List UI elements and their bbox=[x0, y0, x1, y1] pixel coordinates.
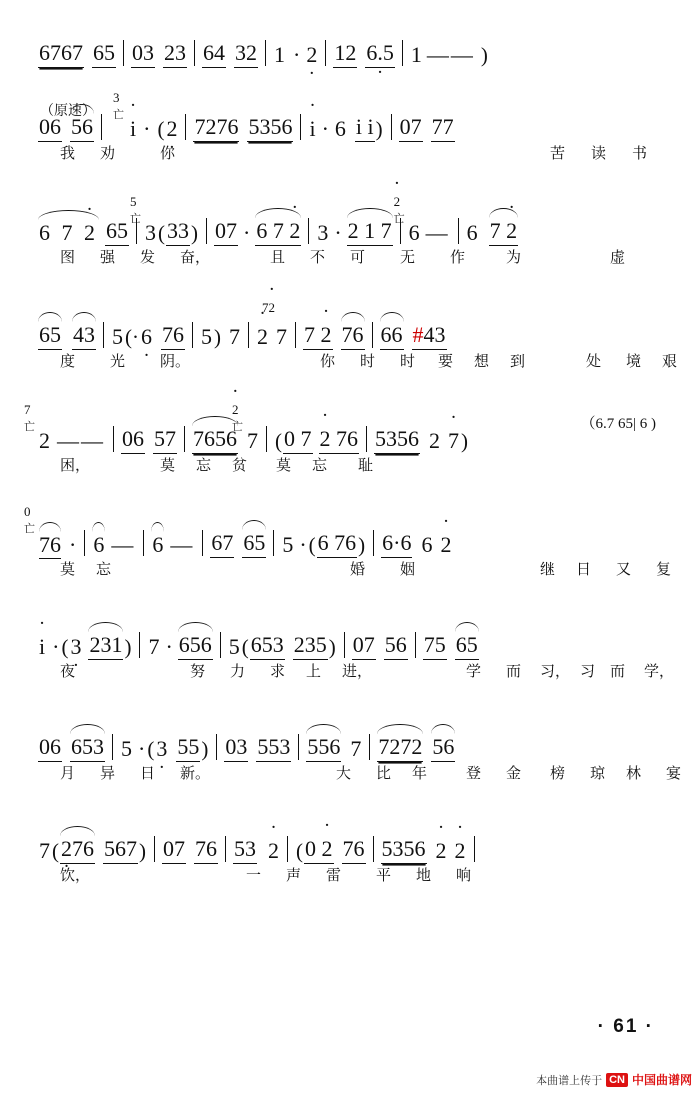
lyric-syllable: 学， bbox=[644, 663, 675, 680]
lyric-syllable: 困， bbox=[60, 457, 91, 474]
lyric-syllable: 度 bbox=[60, 353, 76, 370]
barline bbox=[402, 40, 403, 66]
note: · 2 亡 6 bbox=[408, 220, 421, 246]
music-system-7 bbox=[0, 614, 700, 686]
note-group: 32 bbox=[234, 40, 258, 68]
lyric-syllable: 而 bbox=[610, 663, 626, 680]
lyrics-row bbox=[0, 142, 700, 168]
barline bbox=[391, 114, 392, 140]
note: 6 bbox=[93, 532, 105, 557]
lyric-syllable: 你 bbox=[160, 145, 176, 162]
paren-open: ( bbox=[147, 737, 155, 761]
note-group: 57 bbox=[153, 426, 177, 454]
note: · 2 bbox=[435, 838, 448, 864]
lyric-syllable: 时 bbox=[360, 353, 376, 370]
note-group: 76 bbox=[161, 322, 185, 350]
note: 7 bbox=[148, 634, 160, 659]
note-group: 6767 bbox=[38, 40, 84, 68]
note-group: #43 bbox=[412, 322, 447, 350]
lyrics-row bbox=[0, 558, 700, 584]
note-group: 75 bbox=[423, 632, 447, 660]
note: 7 bbox=[39, 838, 50, 863]
sustain-dash: —— bbox=[426, 42, 475, 67]
note: · i bbox=[308, 116, 316, 142]
grace-note: · 7· 2 bbox=[262, 300, 275, 316]
music-system-1 bbox=[0, 22, 700, 68]
note: · 2 bbox=[267, 838, 280, 864]
note-group: 65 bbox=[105, 218, 129, 246]
dot: · bbox=[52, 634, 60, 659]
score-page bbox=[0, 22, 700, 1096]
lyric-syllable: 作 bbox=[450, 249, 466, 266]
paren-close: ) bbox=[328, 635, 336, 659]
note-group: 653 bbox=[70, 734, 105, 762]
lyric-syllable: 异 bbox=[100, 765, 116, 782]
lyric-syllable: 读 bbox=[591, 145, 607, 162]
note-group: 06 bbox=[121, 426, 145, 454]
note: 6 · bbox=[140, 324, 153, 350]
barline bbox=[300, 114, 301, 140]
lyric-syllable: 要 bbox=[438, 353, 454, 370]
lyric-syllable: 习 bbox=[580, 663, 596, 680]
note-group: 66 bbox=[380, 322, 404, 350]
barline bbox=[154, 836, 155, 862]
note-group: 07 bbox=[399, 114, 423, 142]
barline bbox=[84, 530, 85, 556]
paren-open: ( bbox=[241, 635, 249, 659]
lyric-syllable: 金 bbox=[506, 765, 522, 782]
paren-close: ) bbox=[214, 325, 221, 349]
lyrics-row bbox=[0, 350, 700, 376]
barline bbox=[220, 632, 221, 658]
lyric-syllable: 地 bbox=[416, 867, 432, 884]
dot: · bbox=[293, 42, 301, 67]
note-group: 07 bbox=[352, 632, 376, 660]
note: 6 bbox=[152, 532, 164, 557]
music-system-8 bbox=[0, 716, 700, 788]
note-group: 65 bbox=[38, 322, 62, 350]
notation-line bbox=[24, 504, 452, 558]
lyric-syllable: 比 bbox=[376, 765, 392, 782]
notation-row bbox=[0, 402, 700, 454]
barline bbox=[194, 40, 195, 66]
note-group: 56 bbox=[384, 632, 408, 660]
note: 1 bbox=[274, 42, 285, 67]
lyric-syllable: 莫 bbox=[276, 457, 292, 474]
note-group: 231 bbox=[88, 632, 123, 660]
notation-line bbox=[38, 836, 482, 864]
note: 5 bbox=[282, 532, 294, 557]
note: · 7· 2 2 bbox=[256, 324, 269, 350]
note: 5 亡 3 bbox=[130, 194, 156, 245]
note: 3 · bbox=[155, 736, 168, 762]
dot: · bbox=[334, 220, 342, 245]
note-group: 235 bbox=[293, 632, 328, 660]
note-group: 06 bbox=[38, 734, 62, 762]
notation-row bbox=[0, 194, 700, 246]
note: · 7 bbox=[447, 428, 460, 454]
lyric-syllable: 林 bbox=[626, 765, 642, 782]
note: 7 bbox=[350, 736, 362, 761]
barline bbox=[206, 218, 207, 244]
lyrics-row bbox=[0, 864, 700, 890]
ossia-marking: （6.7 65| 6 ) bbox=[580, 416, 656, 432]
barline bbox=[298, 734, 299, 760]
lyric-syllable: 复 bbox=[656, 561, 672, 578]
barline bbox=[265, 40, 266, 66]
note-group: 03 bbox=[224, 734, 248, 762]
note-group: 5356 bbox=[247, 114, 293, 142]
lyric-syllable: 婚 bbox=[350, 561, 366, 578]
lyric-syllable: 苦 bbox=[550, 145, 566, 162]
footer-text: 本曲谱上传于 bbox=[536, 1074, 603, 1087]
note-group: 03 bbox=[131, 40, 155, 68]
lyric-syllable: 榜 bbox=[550, 765, 566, 782]
barline bbox=[325, 40, 326, 66]
note: 2 · bbox=[305, 42, 318, 68]
lyric-syllable: 雷 bbox=[326, 867, 342, 884]
note: 3 bbox=[317, 220, 329, 245]
lyric-syllable: 到 bbox=[510, 353, 526, 370]
note-group: 653 bbox=[250, 632, 285, 660]
note: 5 bbox=[201, 324, 212, 349]
notation-line bbox=[38, 734, 455, 762]
dot: · bbox=[138, 736, 146, 761]
grace-note: 0 亡 bbox=[24, 504, 35, 535]
barline bbox=[248, 322, 249, 348]
notation-row bbox=[0, 614, 700, 660]
note-group: 0 · 2 bbox=[304, 836, 334, 864]
note-group: 65 bbox=[455, 632, 479, 660]
note-group: 7656 bbox=[192, 426, 238, 454]
lyrics-row bbox=[0, 246, 700, 272]
site-name[interactable]: 中国曲谱网 bbox=[631, 1073, 692, 1087]
sustain-dash: — bbox=[111, 532, 136, 557]
lyric-syllable: 姻 bbox=[400, 561, 416, 578]
lyric-syllable: 宴 bbox=[666, 765, 682, 782]
lyric-syllable: 响 bbox=[456, 867, 472, 884]
barline bbox=[101, 114, 102, 140]
note-group: 6·6 bbox=[381, 530, 412, 558]
note: 3 · bbox=[69, 634, 82, 660]
barline bbox=[295, 322, 296, 348]
lyric-syllable: 强 bbox=[100, 249, 116, 266]
lyric-syllable: 不 bbox=[310, 249, 326, 266]
barline bbox=[373, 530, 374, 556]
note-group: 06 bbox=[38, 114, 62, 142]
lyric-syllable: 求 bbox=[270, 663, 286, 680]
barline bbox=[113, 426, 114, 452]
lyric-syllable: 光 bbox=[110, 353, 126, 370]
music-system-2 bbox=[0, 90, 700, 168]
notation-row bbox=[0, 90, 700, 142]
lyric-syllable: 劝 bbox=[100, 145, 116, 162]
note-group: 6 7 · 2 bbox=[38, 220, 99, 246]
barline bbox=[415, 632, 416, 658]
note: 7 bbox=[276, 324, 287, 349]
note-group: 12 bbox=[333, 40, 357, 68]
paren-close: ) bbox=[461, 429, 468, 453]
lyric-syllable: 无 bbox=[400, 249, 416, 266]
dot: · bbox=[321, 116, 329, 141]
note: 6 bbox=[421, 532, 433, 557]
note: · 3 亡 i bbox=[129, 116, 137, 142]
lyric-syllable: 日 bbox=[576, 561, 592, 578]
note-group: 6 76 bbox=[317, 530, 358, 558]
note-group: 23 bbox=[163, 40, 187, 68]
notation-line bbox=[24, 402, 469, 454]
notation-row bbox=[0, 300, 700, 350]
paren-open: ( bbox=[52, 839, 59, 863]
barline bbox=[139, 632, 140, 658]
lyric-syllable: 奋， bbox=[180, 249, 211, 266]
note-group: i i bbox=[355, 114, 375, 142]
lyric-syllable: 琼 bbox=[590, 765, 606, 782]
paren-open: (· bbox=[125, 325, 139, 349]
note: 5 bbox=[112, 324, 123, 349]
lyric-syllable: 一 bbox=[246, 867, 262, 884]
lyric-syllable: 而 bbox=[506, 663, 522, 680]
notation-line bbox=[38, 194, 518, 246]
tempo-marking: （原速） bbox=[40, 102, 96, 118]
note: 6 bbox=[334, 116, 346, 141]
barline bbox=[369, 734, 370, 760]
paren-close: ) bbox=[191, 221, 198, 245]
lyric-syllable: 声 bbox=[286, 867, 302, 884]
note-group: 6 7 · 2 bbox=[255, 218, 301, 246]
paren-close: ) bbox=[375, 117, 383, 141]
note-group: 65 bbox=[92, 40, 116, 68]
note-group: 56 bbox=[70, 114, 94, 142]
barline bbox=[216, 734, 217, 760]
note: 5 bbox=[121, 736, 132, 761]
page-number: · 61 · bbox=[597, 1016, 654, 1037]
barline bbox=[185, 114, 186, 140]
lyric-syllable: 力 bbox=[230, 663, 246, 680]
lyric-syllable: 贫 bbox=[232, 457, 248, 474]
barline bbox=[373, 836, 374, 862]
note-group: 65 bbox=[242, 530, 266, 558]
note-group: 6.5 · bbox=[365, 40, 395, 68]
barline bbox=[202, 530, 203, 556]
note-group: 76 bbox=[341, 322, 365, 350]
note: 2 bbox=[429, 428, 440, 453]
paren-close: ) bbox=[139, 839, 146, 863]
note: 7 bbox=[229, 324, 240, 349]
lyric-syllable: 图 bbox=[60, 249, 76, 266]
lyric-syllable: 大 bbox=[336, 765, 352, 782]
dot: · bbox=[69, 532, 77, 557]
note-group: 553 bbox=[256, 734, 291, 762]
lyric-syllable: 耻 bbox=[358, 457, 374, 474]
note-group: 7 · 2 bbox=[489, 218, 519, 246]
sustain-dash: — bbox=[170, 532, 195, 557]
lyric-syllable: 你 bbox=[320, 353, 336, 370]
lyric-syllable: 习， bbox=[540, 663, 571, 680]
barline bbox=[192, 322, 193, 348]
paren-open: ( bbox=[158, 221, 165, 245]
note: 2 · bbox=[165, 116, 178, 142]
barline bbox=[344, 632, 345, 658]
barline bbox=[366, 426, 367, 452]
note-group: 7276 bbox=[193, 114, 239, 142]
note-group: 33 bbox=[166, 218, 190, 246]
note: · 2 亡 7 bbox=[246, 428, 259, 454]
barline bbox=[225, 836, 226, 862]
note-group: 7272 bbox=[377, 734, 423, 762]
dot: · bbox=[143, 116, 151, 141]
lyric-syllable: 忘 bbox=[196, 457, 212, 474]
lyric-syllable: 发 bbox=[140, 249, 156, 266]
lyric-syllable: 莫 bbox=[160, 457, 176, 474]
paren-open: ( bbox=[308, 533, 316, 557]
barline bbox=[308, 218, 309, 244]
lyric-syllable: 饮， bbox=[60, 867, 91, 884]
note-group: 77 bbox=[431, 114, 455, 142]
notation-line bbox=[38, 632, 479, 660]
note: 0 亡 76 bbox=[24, 504, 61, 557]
lyric-syllable: 夜 bbox=[60, 663, 76, 680]
paren-open: ( bbox=[296, 839, 303, 863]
lyric-syllable: 月 bbox=[60, 765, 76, 782]
lyric-syllable: 艰 bbox=[662, 353, 678, 370]
lyric-syllable: 书 bbox=[632, 145, 648, 162]
lyric-syllable: 阴。 bbox=[160, 353, 191, 370]
note: · 2 bbox=[439, 532, 452, 558]
grace-note: · 2 亡 bbox=[232, 402, 243, 434]
lyric-syllable: 进， bbox=[342, 663, 373, 680]
note-group: 07 bbox=[162, 836, 186, 864]
dot: · bbox=[243, 220, 251, 245]
paren-close: ) bbox=[124, 635, 132, 659]
lyric-syllable: 且 bbox=[270, 249, 286, 266]
lyric-syllable: 我 bbox=[60, 145, 76, 162]
lyric-syllable: 又 bbox=[616, 561, 632, 578]
barline bbox=[372, 322, 373, 348]
paren-open: ( bbox=[61, 635, 69, 659]
barline bbox=[112, 734, 113, 760]
note-group: · 2 76 bbox=[319, 426, 360, 454]
paren-close: ) bbox=[201, 737, 209, 761]
paren-open: ( bbox=[275, 429, 282, 453]
note-group: 76 bbox=[342, 836, 366, 864]
note-group: 0 7 bbox=[283, 426, 313, 454]
lyric-syllable: 学 bbox=[466, 663, 482, 680]
music-system-5 bbox=[0, 402, 700, 480]
note-group: 567 bbox=[103, 836, 138, 864]
lyric-syllable: 上 bbox=[306, 663, 322, 680]
paren-close: ) bbox=[480, 43, 488, 67]
lyrics-row bbox=[0, 454, 700, 480]
music-system-4 bbox=[0, 300, 700, 376]
note-group: 67 bbox=[210, 530, 234, 558]
barline bbox=[103, 322, 104, 348]
notation-row bbox=[0, 504, 700, 558]
dot: · bbox=[299, 532, 307, 557]
note: 7 亡 2 bbox=[24, 402, 50, 453]
barline bbox=[474, 836, 475, 862]
note-group: 07 bbox=[214, 218, 238, 246]
site-logo-icon: CN bbox=[606, 1073, 628, 1087]
note: 5 bbox=[228, 634, 240, 659]
lyric-syllable: 想 bbox=[474, 353, 490, 370]
barline bbox=[123, 40, 124, 66]
barline bbox=[273, 530, 274, 556]
note-group: 5356 bbox=[374, 426, 420, 454]
dot: · bbox=[165, 634, 173, 659]
note-group: 55 bbox=[176, 734, 200, 762]
lyric-syllable: 时 bbox=[400, 353, 416, 370]
note-group: 53 bbox=[233, 836, 257, 864]
lyric-syllable: 平 bbox=[376, 867, 392, 884]
grace-note: · 2 亡 bbox=[394, 194, 405, 226]
notation-line bbox=[38, 300, 447, 350]
grace-note: · 3 亡 bbox=[113, 90, 124, 121]
note-group: 2 ·76 bbox=[60, 836, 95, 864]
lyric-syllable: 可 bbox=[350, 249, 366, 266]
barline bbox=[143, 530, 144, 556]
lyric-syllable: 努 bbox=[190, 663, 206, 680]
lyric-syllable: 年 bbox=[412, 765, 428, 782]
note-group: 64 bbox=[202, 40, 226, 68]
notation-row bbox=[0, 716, 700, 762]
barline bbox=[266, 426, 267, 452]
lyrics-row bbox=[0, 762, 700, 788]
notation-row bbox=[0, 22, 700, 68]
lyric-syllable: 处 bbox=[586, 353, 602, 370]
note-group: 43 bbox=[72, 322, 96, 350]
lyric-syllable: 继 bbox=[540, 561, 556, 578]
barline bbox=[458, 218, 459, 244]
barline bbox=[184, 426, 185, 452]
note: 6 bbox=[466, 220, 478, 245]
paren-close: ) bbox=[358, 533, 366, 557]
sustain-dash: — bbox=[425, 220, 450, 245]
lyric-syllable: 境 bbox=[626, 353, 642, 370]
lyrics-row bbox=[0, 660, 700, 686]
lyric-syllable: 莫 bbox=[60, 561, 76, 578]
paren-open: ( bbox=[157, 117, 165, 141]
grace-note: 7 亡 bbox=[24, 402, 35, 433]
note: · 2 bbox=[454, 838, 467, 864]
note: 1 bbox=[410, 42, 422, 67]
lyric-syllable: 忘 bbox=[312, 457, 328, 474]
note-group: 2 1 7 bbox=[347, 218, 393, 246]
lyric-syllable: 忘 bbox=[96, 561, 112, 578]
note-group: 5356 bbox=[381, 836, 427, 864]
sustain-dash: —— bbox=[57, 428, 105, 453]
note-group: 76 bbox=[194, 836, 218, 864]
lyric-syllable: 为 bbox=[506, 249, 522, 266]
music-system-6 bbox=[0, 504, 700, 584]
note-group: 556 bbox=[306, 734, 341, 762]
notation-line bbox=[38, 40, 489, 68]
lyric-syllable: 日 bbox=[140, 765, 156, 782]
grace-note: 5 亡 bbox=[130, 194, 141, 225]
note-group: 656 bbox=[178, 632, 213, 660]
lyric-syllable: 新。 bbox=[180, 765, 211, 782]
lyric-syllable: 登 bbox=[466, 765, 482, 782]
barline bbox=[287, 836, 288, 862]
note-group: 7 · 2 bbox=[303, 322, 333, 350]
lyric-syllable: 虚 bbox=[610, 249, 626, 266]
music-system-9 bbox=[0, 818, 700, 890]
note: · i bbox=[38, 634, 46, 660]
notation-row bbox=[0, 818, 700, 864]
note-group: 56 bbox=[431, 734, 455, 762]
